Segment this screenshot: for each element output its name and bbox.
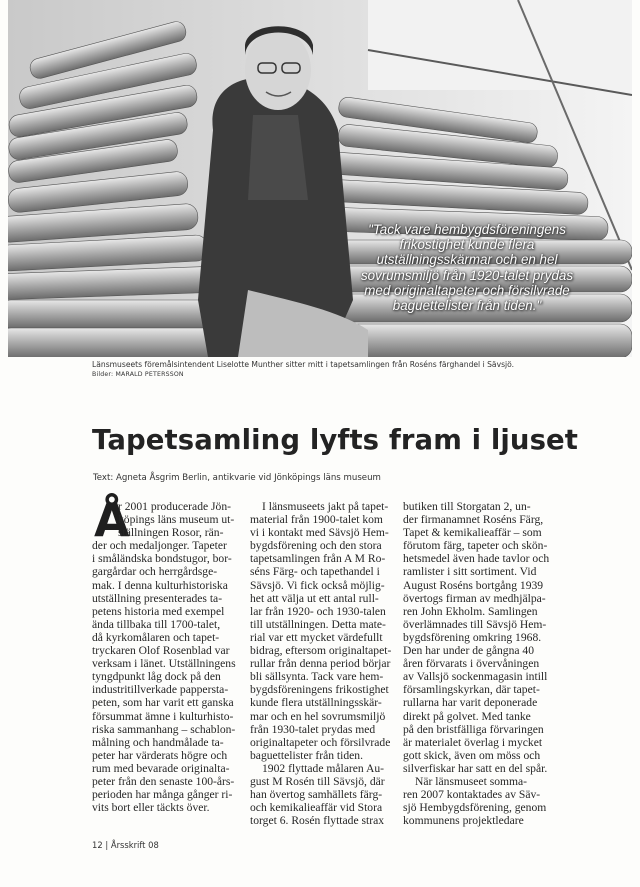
- article-byline: Text: Agneta Åsgrim Berlin, antikvarie vid Jönköpings läns museum: [93, 473, 381, 483]
- article-line: då kyrkomålaren och tapet-: [92, 630, 220, 644]
- article-line: Sävsjö. Vi fick också möjlig-: [250, 578, 385, 592]
- article-line: I länsmuseets jakt på tapet-: [262, 500, 389, 513]
- article-line: perioden har många gånger ri-: [92, 788, 233, 802]
- article-line: bli sällsynta. Tack vare hem-: [250, 670, 384, 684]
- article-line: peter från den senaste 100-års-: [92, 774, 235, 788]
- article-line: åren förvarats i övervåningen: [403, 657, 540, 671]
- article-line: butiken till Storgatan 2, un-: [403, 500, 531, 513]
- article-line: direkt på golvet. Med tanke: [403, 709, 531, 723]
- article-line: riska sammanhang – schablon-: [92, 722, 236, 736]
- article-line: peter har värderats högre och: [92, 748, 228, 762]
- article-line: Den har under de gångna 40: [403, 644, 535, 658]
- pull-quote: [332, 222, 602, 313]
- article-line: rullar från denna period börjar: [250, 657, 391, 671]
- article-line: torget 6. Rosén flyttade strax: [250, 814, 385, 828]
- article-line: sjö Hembygdsförening, genom: [403, 801, 547, 815]
- article-column-2: [250, 500, 396, 827]
- article-line: baguettelister från tiden.: [250, 748, 363, 762]
- article-line: församlingskyrkan, där tapet-: [403, 683, 540, 697]
- article-line: kommunens projektledare: [403, 814, 524, 828]
- page-footer: [92, 840, 159, 850]
- article-line: och kemikalieaffär vid Stora: [250, 801, 383, 815]
- article-line: av Vallsjö sockenmagasin intill: [403, 670, 548, 684]
- article-line: han övertog samhällets färg-: [250, 788, 383, 802]
- article-line: vits bort eller täckts över.: [92, 801, 210, 815]
- article-line: köpings läns museum ut-: [118, 513, 235, 527]
- article-line: bygdsförening omkring 1968.: [403, 630, 542, 644]
- article-line: utställning presenterades ta-: [92, 591, 223, 605]
- article-line: ramlister i sitt sortiment. Vid: [403, 565, 537, 579]
- pull-quote-line: sovrumsmiljö från 1920-talet prydas: [360, 267, 574, 283]
- article-line: rum med bevarade originalta-: [92, 761, 230, 775]
- article-line: mak. I denna kulturhistoriska: [92, 578, 228, 592]
- photo-credit: Bilder: MARALD PETERSSON: [92, 371, 184, 378]
- article-line: rial var ett mycket värdefullt: [250, 630, 383, 644]
- article-line: der och medaljonger. Tapeter: [92, 539, 227, 553]
- article-line: material från 1900-talet kom: [250, 513, 383, 527]
- article-line: kunde flera utställningsskär-: [250, 696, 382, 710]
- article-line: séns Färg- och tapethandel i: [250, 565, 380, 579]
- article-line: tryckaren Olof Rosenblad var: [92, 644, 230, 658]
- article-line: ren John Ekholm. Samlingen: [403, 604, 538, 618]
- article-line: övertogs firman av medhjälpa-: [403, 591, 546, 605]
- article-line: gust M Rosén till Sävsjö, där: [250, 774, 385, 788]
- article-line: på den bristfälliga förvaringen: [403, 722, 544, 736]
- article-line: bidrag, eftersom originaltapet-: [250, 644, 392, 658]
- pull-quote-line: frikostighet kunde flera: [399, 237, 535, 253]
- article-line: silverfiskar har satt en del spår.: [403, 761, 548, 775]
- article-line: tapetsamlingen från A M Ro-: [250, 552, 386, 566]
- article-line: originaltapeter och försilvrade: [250, 735, 391, 749]
- article-line: bygdsförening och den stora: [250, 539, 382, 553]
- article-line: vi i kontakt med Sävsjö Hem-: [250, 526, 389, 540]
- article-column-1: [92, 500, 238, 814]
- article-line: målning och handmålade ta-: [92, 735, 224, 749]
- article-line: gargårdar och herrgårdsge-: [92, 565, 218, 579]
- article-line: ställningen Rosor, rän-: [118, 526, 224, 540]
- article-line: het att välja ut ett antal rull-: [250, 591, 379, 605]
- article-line: till utställningen. Detta mate-: [250, 617, 386, 631]
- article-line: rullarna har varit deponerade: [403, 696, 538, 710]
- article-line: i småländska bondstugor, bor-: [92, 552, 232, 566]
- article-line: peten, som har varit ett ganska: [92, 696, 234, 710]
- article-line: August Roséns bortgång 1939: [403, 578, 544, 592]
- article-line: När länsmuseet somma-: [415, 774, 528, 788]
- article-line: tyngdpunkt låg dock på den: [92, 670, 221, 684]
- pull-quote-line: baguettelister från tiden.": [392, 298, 542, 314]
- photo-caption: [92, 360, 612, 380]
- pull-quote-line: utställningsskärmar och en hel: [376, 252, 558, 268]
- article-photo: [8, 0, 632, 357]
- article-line: verksam i länet. Utställningens: [92, 657, 236, 671]
- article-line: Tapet & kemikalieaffär – som: [403, 526, 542, 540]
- article-line: hetsmedel även hade tavlor och: [403, 552, 550, 566]
- article-headline: Tapetsamling lyfts fram i ljuset: [92, 424, 579, 456]
- publication-name: Årsskrift 08: [110, 840, 159, 850]
- article-line: gott skick, även om möss och: [403, 748, 541, 762]
- article-line: från 1930-talet prydas med: [250, 722, 376, 736]
- article-line: 1902 flyttade målaren Au-: [262, 761, 385, 775]
- article-line: lar från 1920- och 1930-talen: [250, 604, 386, 618]
- article-line: försummat ämne i kulturhisto-: [92, 709, 234, 723]
- article-line: mar och en hel sovrumsmiljö: [250, 709, 386, 723]
- article-line: är materialet överlag i mycket: [403, 735, 543, 749]
- caption-text: Länsmuseets föremålsintendent Liselotte Munther sitter mitt i tapetsamlingen från Roséns färghandel i Sävsjö.: [92, 360, 515, 369]
- article-line: industritillverkade pappersta-: [92, 683, 229, 697]
- article-column-3: [403, 500, 553, 827]
- pull-quote-line: "Tack vare hembygdsföreningens: [368, 222, 566, 237]
- page-number: 12: [92, 840, 103, 850]
- drop-cap: Å: [94, 493, 130, 547]
- pull-quote-line: med originaltapeter och försilvrade: [364, 282, 570, 298]
- article-line: der firmanamnet Roséns Färg,: [403, 513, 544, 527]
- article-line: petens historia med exempel: [92, 604, 225, 618]
- article-line: ända tillbaka till 1700-talet,: [92, 617, 221, 631]
- article-line: förutom färg, tapeter och skön-: [403, 539, 548, 553]
- article-line: överlämnades till Sävsjö Hem-: [403, 617, 547, 631]
- article-line: bygdsföreningens frikostighet: [250, 683, 389, 697]
- footer-separator: |: [105, 840, 109, 850]
- article-line: r 2001 producerade Jön-: [118, 500, 231, 513]
- article-line: ren 2007 kontaktades av Säv-: [403, 788, 541, 802]
